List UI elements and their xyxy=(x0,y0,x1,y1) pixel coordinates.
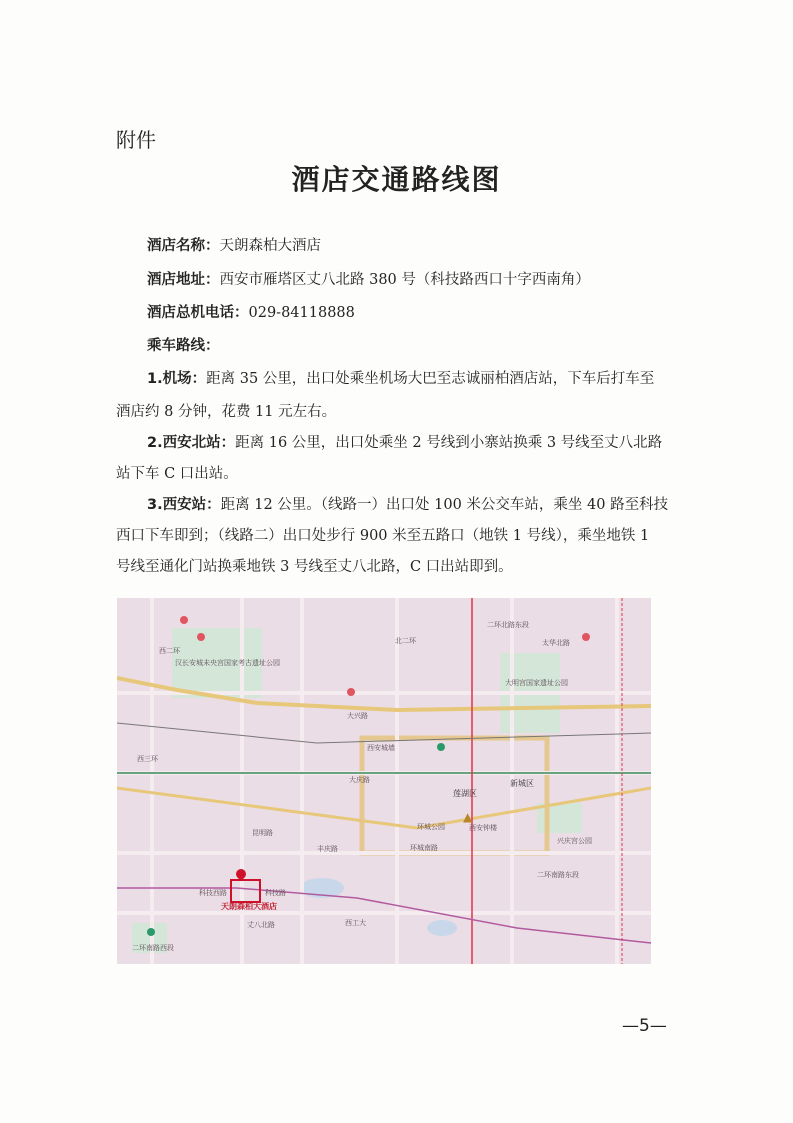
map-label-huancheng: 环城南路 xyxy=(410,844,438,852)
map-label-ring2w: 西二环 xyxy=(159,647,180,655)
map-label-ring2w-south: 二环南路西段 xyxy=(132,944,174,952)
route-airport-line2: 酒店约 8 分钟，花费 11 元左右。 xyxy=(116,404,337,420)
route-xian-label: 3.西安站： xyxy=(147,497,221,513)
hotel-location-map xyxy=(117,598,651,964)
map-label-lianhu: 莲湖区 xyxy=(453,789,477,798)
hotel-phone-label: 酒店总机电话： xyxy=(147,305,249,321)
hotel-name-line xyxy=(0,234,793,255)
route-north-line1 xyxy=(0,431,793,452)
route-xian-line3: 号线至通化门站换乘地铁 3 号线至丈八北路，C 口出站即到。 xyxy=(116,559,513,575)
hotel-phone-line xyxy=(0,301,793,322)
map-label-bell: 西安钟楼 xyxy=(469,824,497,832)
route-xian-line1 xyxy=(0,493,793,514)
map-label-xingqing: 兴庆宫公园 xyxy=(557,837,592,845)
route-airport-label: 1.机场： xyxy=(147,371,207,387)
bell-tower-icon: ▲ xyxy=(463,810,473,824)
hotel-marker-box xyxy=(230,879,261,903)
routes-heading-label: 乘车路线： xyxy=(147,338,220,354)
hotel-phone: 029-84118888 xyxy=(248,305,355,321)
page-number: —5— xyxy=(622,1016,667,1036)
poi-marker xyxy=(582,633,590,641)
map-label-fengqing: 丰庆路 xyxy=(317,845,338,853)
hotel-name-label: 酒店名称： xyxy=(147,238,220,254)
map-label-beiyuan: 北二环 xyxy=(395,637,416,645)
map-label-keji-west: 科技西路 xyxy=(199,889,227,897)
poi-marker xyxy=(197,633,205,641)
map-label-zhangba: 丈八北路 xyxy=(247,921,275,929)
map-label-city-wall: 西安城墙 xyxy=(367,744,395,752)
map-label-xincheng: 新城区 xyxy=(510,779,534,788)
lake-2 xyxy=(427,920,457,936)
map-label-huancheng-park: 环城公园 xyxy=(417,823,445,831)
map-label-taihua: 太华北路 xyxy=(542,639,570,647)
route-airport-line1 xyxy=(0,367,793,388)
map-graphics xyxy=(117,598,651,964)
poi-marker xyxy=(347,688,355,696)
map-label-hanchang: 汉长安城未央宫国家考古遗址公园 xyxy=(175,659,280,667)
map-label-daming: 大明宫国家遗址公园 xyxy=(505,679,568,687)
map-label-xigong: 西工大 xyxy=(345,919,366,927)
hotel-address-label: 酒店地址： xyxy=(147,272,220,288)
poi-marker xyxy=(147,928,155,936)
map-label-daxing: 大兴路 xyxy=(347,712,368,720)
map-label-ring2s: 二环南路东段 xyxy=(537,871,579,879)
map-label-kunming: 昆明路 xyxy=(252,829,273,837)
poi-marker xyxy=(180,616,188,624)
hotel-name: 天朗森柏大酒店 xyxy=(219,238,321,254)
hotel-address: 西安市雁塔区丈八北路 380 号（科技路西口十字西南角） xyxy=(219,272,590,288)
attachment-label: 附件 xyxy=(116,128,156,152)
routes-heading xyxy=(0,334,793,355)
route-airport-text1: 距离 35 公里，出口处乘坐机场大巴至志诚丽柏酒店站，下车后打车至 xyxy=(206,371,655,387)
map-label-hotel: 天朗森柏大酒店 xyxy=(221,902,277,911)
page-title: 酒店交通路线图 xyxy=(291,163,502,196)
route-north-text1: 距离 16 公里，出口处乘坐 2 号线到小寨站换乘 3 号线至丈八北路 xyxy=(235,435,663,451)
map-label-keji: 科技路 xyxy=(265,889,286,897)
hotel-address-line xyxy=(0,268,793,289)
route-xian-text1: 距离 12 公里。（线路一）出口处 100 米公交车站，乘坐 40 路至科技 xyxy=(220,497,669,513)
map-label-west-ring3: 西三环 xyxy=(137,755,158,763)
poi-marker xyxy=(437,743,445,751)
route-north-label: 2.西安北站： xyxy=(147,435,236,451)
map-label-daqing: 大庆路 xyxy=(349,776,370,784)
map-label-ring2n: 二环北路东段 xyxy=(487,621,529,629)
route-north-line2: 站下车 C 口出站。 xyxy=(116,466,238,482)
route-xian-line2: 西口下车即到；（线路二）出口处步行 900 米至五路口（地铁 1 号线），乘坐地铁 1 xyxy=(116,528,650,544)
